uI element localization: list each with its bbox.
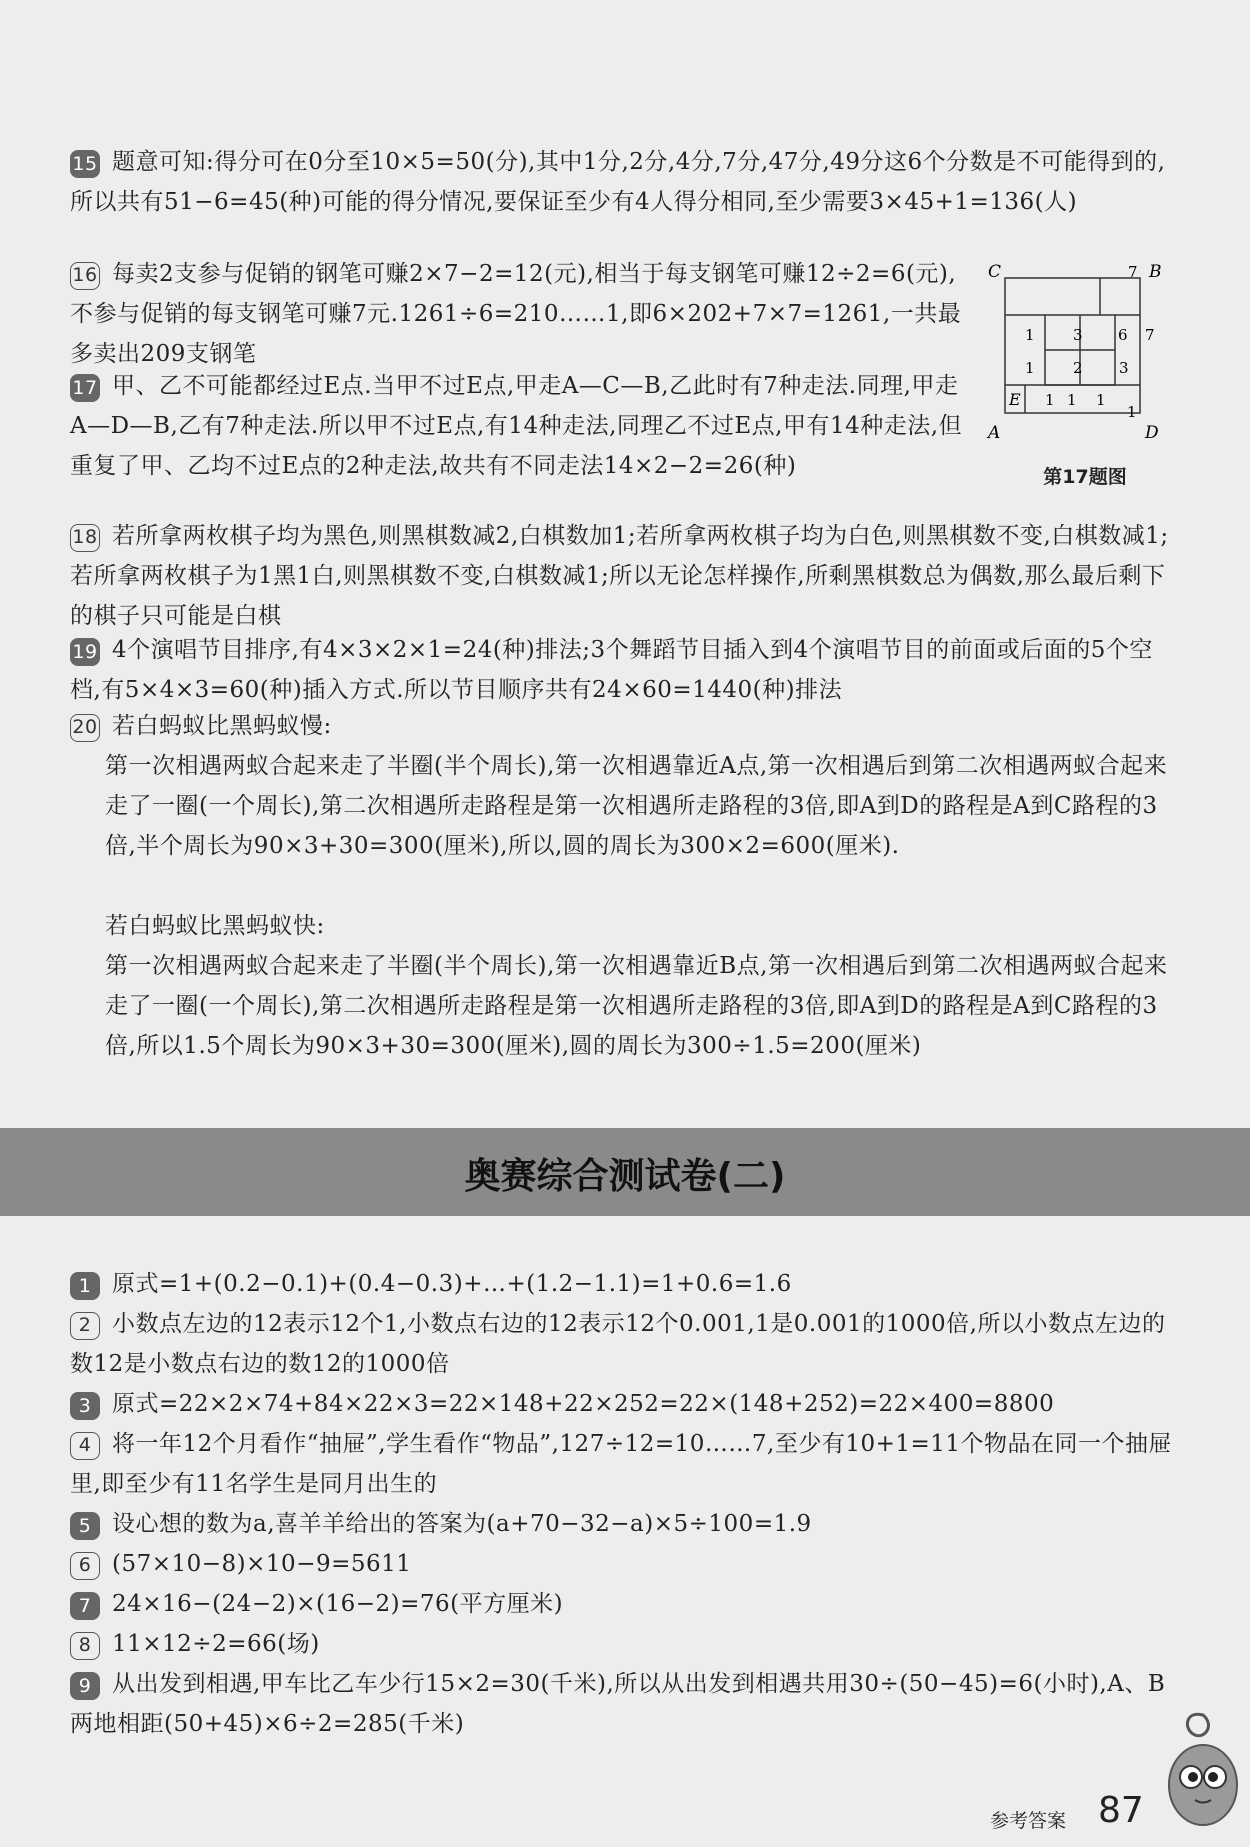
- answer-text: 小数点左边的12表示12个1,小数点右边的12表示12个0.001,1是0.001的1000倍,所以小数点左边的数12是小数点右边的数12的1000倍: [70, 1311, 1166, 1377]
- question-number: 5: [70, 1512, 100, 1540]
- answer-20-paragraph: 若白蚂蚁比黑蚂蚁快:: [105, 913, 325, 939]
- label-a: A: [988, 423, 1001, 443]
- figure-caption: 第17题图: [1043, 466, 1127, 488]
- answer-text: 原式=1+(0.2−0.1)+(0.4−0.3)+…+(1.2−1.1)=1+0.6=1.6: [112, 1271, 792, 1297]
- footer-label: 参考答案: [990, 1810, 1067, 1832]
- grid-number: 7: [1145, 326, 1155, 344]
- figure-17-grid: [985, 260, 1170, 445]
- grid-number: 3: [1119, 359, 1129, 377]
- answer-20-paragraph: 第一次相遇两蚁合起来走了半圈(半个周长),第一次相遇靠近A点,第一次相遇后到第二次相遇两蚁合起来走了一圈(一个周长),第二次相遇所走路程是第一次相遇所走路程的3倍,即A到D的路程是A到C路程的3倍,半个周长为90×3+30=300(厘米),所以,圆的周长为300×2=600(厘米).: [105, 753, 1168, 859]
- question-number: 16: [70, 262, 100, 290]
- answer-text: (57×10−8)×10−9=5611: [112, 1551, 412, 1577]
- question-number: 2: [70, 1312, 100, 1340]
- grid-number: 1: [1127, 403, 1137, 421]
- answer-text: 从出发到相遇,甲车比乙车少行15×2=30(千米),所以从出发到相遇共用30÷(50−45)=6(小时),A、B两地相距(50+45)×6÷2=285(千米): [70, 1671, 1166, 1737]
- answer-5: [70, 1504, 1180, 1544]
- answer-15: [70, 142, 1180, 222]
- grid-number: 1: [1025, 359, 1035, 377]
- answer-6: [70, 1544, 1180, 1584]
- answer-20-paragraph: 第一次相遇两蚁合起来走了半圈(半个周长),第一次相遇靠近B点,第一次相遇后到第二次相遇两蚁合起来走了一圈(一个周长),第二次相遇所走路程是第一次相遇所走路程的3倍,即A到D的路程是A到C路程的3倍,所以1.5个周长为90×3+30=300(厘米),圆的周长为300÷1.5=200(厘米): [105, 953, 1168, 1059]
- grid-number: 6: [1118, 326, 1128, 344]
- page-number: 87: [1098, 1790, 1144, 1831]
- answer-8: [70, 1624, 1180, 1664]
- answer-text: 原式=22×2×74+84×22×3=22×148+22×252=22×(148+252)=22×400=8800: [112, 1391, 1055, 1417]
- answer-text: 设心想的数为a,喜羊羊给出的答案为(a+70−32−a)×5÷100=1.9: [112, 1511, 812, 1537]
- question-number: 1: [70, 1272, 100, 1300]
- answer-9: [70, 1664, 1180, 1744]
- question-number: 9: [70, 1672, 100, 1700]
- answer-17: [70, 366, 965, 486]
- label-d: D: [1145, 423, 1159, 443]
- question-number: 17: [70, 374, 100, 402]
- answer-text: 24×16−(24−2)×(16−2)=76(平方厘米): [112, 1591, 564, 1617]
- question-number: 3: [70, 1392, 100, 1420]
- mascot-icon: [1165, 1705, 1240, 1835]
- answer-18: [70, 516, 1180, 636]
- answer-text: 甲、乙不可能都经过E点.当甲不过E点,甲走A—C—B,乙此时有7种走法.同理,甲走A—D—B,乙有7种走法.所以甲不过E点,有14种走法,同理乙不过E点,甲有14种走法,但重复了甲、乙均不过E点的2种走法,故共有不同走法14×2−2=26(种): [70, 373, 963, 479]
- answer-text: 题意可知:得分可在0分至10×5=50(分),其中1分,2分,4分,7分,47分,49分这6个分数是不可能得到的,所以共有51−6=45(种)可能的得分情况,要保证至少有4人得分相同,至少需要3×45+1=136(人): [70, 149, 1166, 215]
- banner-title: 奥赛综合测试卷(二): [464, 1156, 786, 1197]
- question-number: 8: [70, 1632, 100, 1660]
- question-number: 19: [70, 638, 100, 666]
- question-number: 4: [70, 1432, 100, 1460]
- label-e: E: [1009, 390, 1021, 409]
- answer-20: [70, 706, 1180, 746]
- answer-1: [70, 1264, 1180, 1304]
- label-b: B: [1149, 262, 1162, 282]
- question-number: 7: [70, 1592, 100, 1620]
- question-number: 18: [70, 524, 100, 552]
- grid-number: 3: [1073, 326, 1083, 344]
- answer-text: 若所拿两枚棋子均为黑色,则黑棋数减2,白棋数加1;若所拿两枚棋子均为白色,则黑棋数不变,白棋数减1;若所拿两枚棋子为1黑1白,则黑棋数不变,白棋数减1;所以无论怎样操作,所剩黑棋数总为偶数,那么最后剩下的棋子只可能是白棋: [70, 523, 1169, 629]
- answer-text: 若白蚂蚁比黑蚂蚁慢:: [112, 713, 332, 739]
- question-number: 15: [70, 150, 100, 178]
- grid-number: 2: [1073, 359, 1083, 377]
- grid-number: 1: [1045, 391, 1055, 409]
- answer-7: [70, 1584, 1180, 1624]
- answer-text: 11×12÷2=66(场): [112, 1631, 320, 1657]
- answer-text: 每卖2支参与促销的钢笔可赚2×7−2=12(元),相当于每支钢笔可赚12÷2=6(元),不参与促销的每支钢笔可赚7元.1261÷6=210……1,即6×202+7×7=1261,一共最多卖出209支钢笔: [70, 261, 962, 367]
- answer-text: 4个演唱节目排序,有4×3×2×1=24(种)排法;3个舞蹈节目插入到4个演唱节目的前面或后面的5个空档,有5×4×3=60(种)插入方式.所以节目顺序共有24×60=1440(种)排法: [70, 637, 1153, 703]
- answer-16: [70, 254, 965, 374]
- answer-3: [70, 1384, 1180, 1424]
- section-banner: [0, 1128, 1250, 1216]
- answer-19: [70, 630, 1180, 710]
- grid-number: 1: [1096, 391, 1106, 409]
- answer-4: [70, 1424, 1180, 1504]
- question-number: 6: [70, 1552, 100, 1580]
- question-number: 20: [70, 714, 100, 742]
- label-c: C: [988, 262, 1002, 282]
- answer-2: [70, 1304, 1180, 1384]
- grid-number: 7: [1128, 263, 1138, 281]
- answer-text: 将一年12个月看作“抽屉”,学生看作“物品”,127÷12=10……7,至少有10+1=11个物品在同一个抽屉里,即至少有11名学生是同月出生的: [70, 1431, 1173, 1497]
- grid-number: 1: [1025, 326, 1035, 344]
- grid-number: 1: [1067, 391, 1077, 409]
